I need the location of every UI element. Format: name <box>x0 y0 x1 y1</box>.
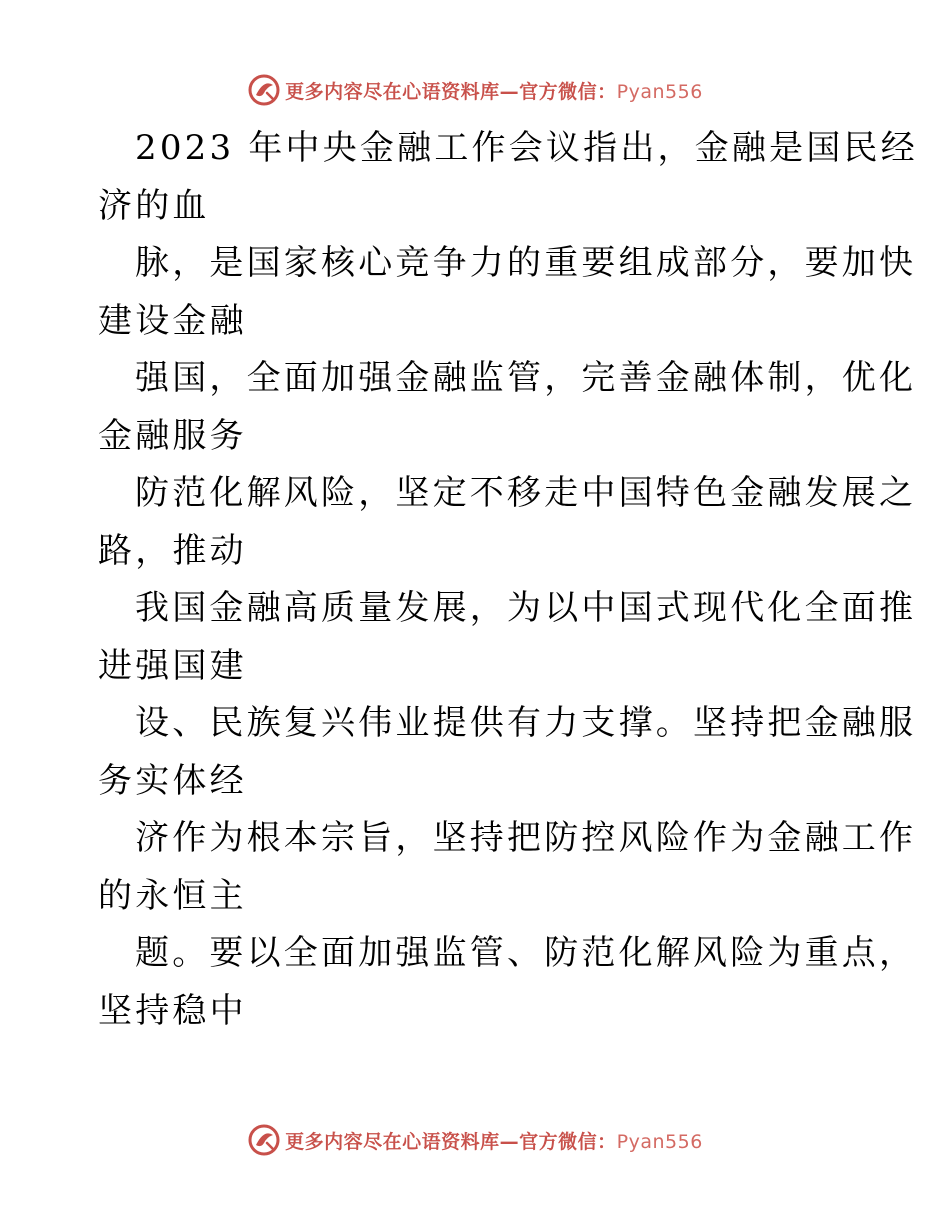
text-line: 路，推动 <box>98 530 247 571</box>
watermark-text: 更多内容尽在心语资料库—官方微信：Pyan556 <box>285 80 703 103</box>
brand-logo-icon <box>247 73 281 107</box>
text-line: 防范化解风险，坚定不移走中国特色金融发展之 <box>135 473 917 513</box>
document-body <box>98 120 918 1040</box>
text-line: 我国金融高质量发展，为以中国式现代化全面推 <box>135 588 917 628</box>
watermark-wechat-id: Pyan556 <box>616 1130 703 1153</box>
text-line: 强国，全面加强金融监管，完善金融体制，优化 <box>135 358 917 398</box>
text-line: 济作为根本宗旨，坚持把防控风险作为金融工作 <box>135 818 917 858</box>
text-line: 脉，是国家核心竞争力的重要组成部分，要加快 <box>135 243 917 283</box>
text-line: 坚持稳中 <box>98 990 247 1031</box>
watermark-wechat-id: Pyan556 <box>616 80 703 103</box>
text-line: 进强国建 <box>98 645 247 686</box>
text-line: 务实体经 <box>98 760 247 801</box>
text-line: 建设金融 <box>98 300 247 341</box>
text-line: 的永恒主 <box>98 875 247 916</box>
text-line: 设、民族复兴伟业提供有力支撑。坚持把金融服 <box>135 703 917 743</box>
text-line: 2023 年中央金融工作会议指出，金融是国民经 <box>135 128 918 168</box>
text-line: 题。要以全面加强监管、防范化解风险为重点， <box>135 933 917 973</box>
text-line: 金融服务 <box>98 415 247 456</box>
brand-logo-icon <box>247 1123 281 1157</box>
text-line: 济的血 <box>98 185 210 226</box>
footer-watermark <box>0 1122 950 1158</box>
watermark-text: 更多内容尽在心语资料库—官方微信：Pyan556 <box>285 1130 703 1153</box>
header-watermark <box>0 72 950 108</box>
